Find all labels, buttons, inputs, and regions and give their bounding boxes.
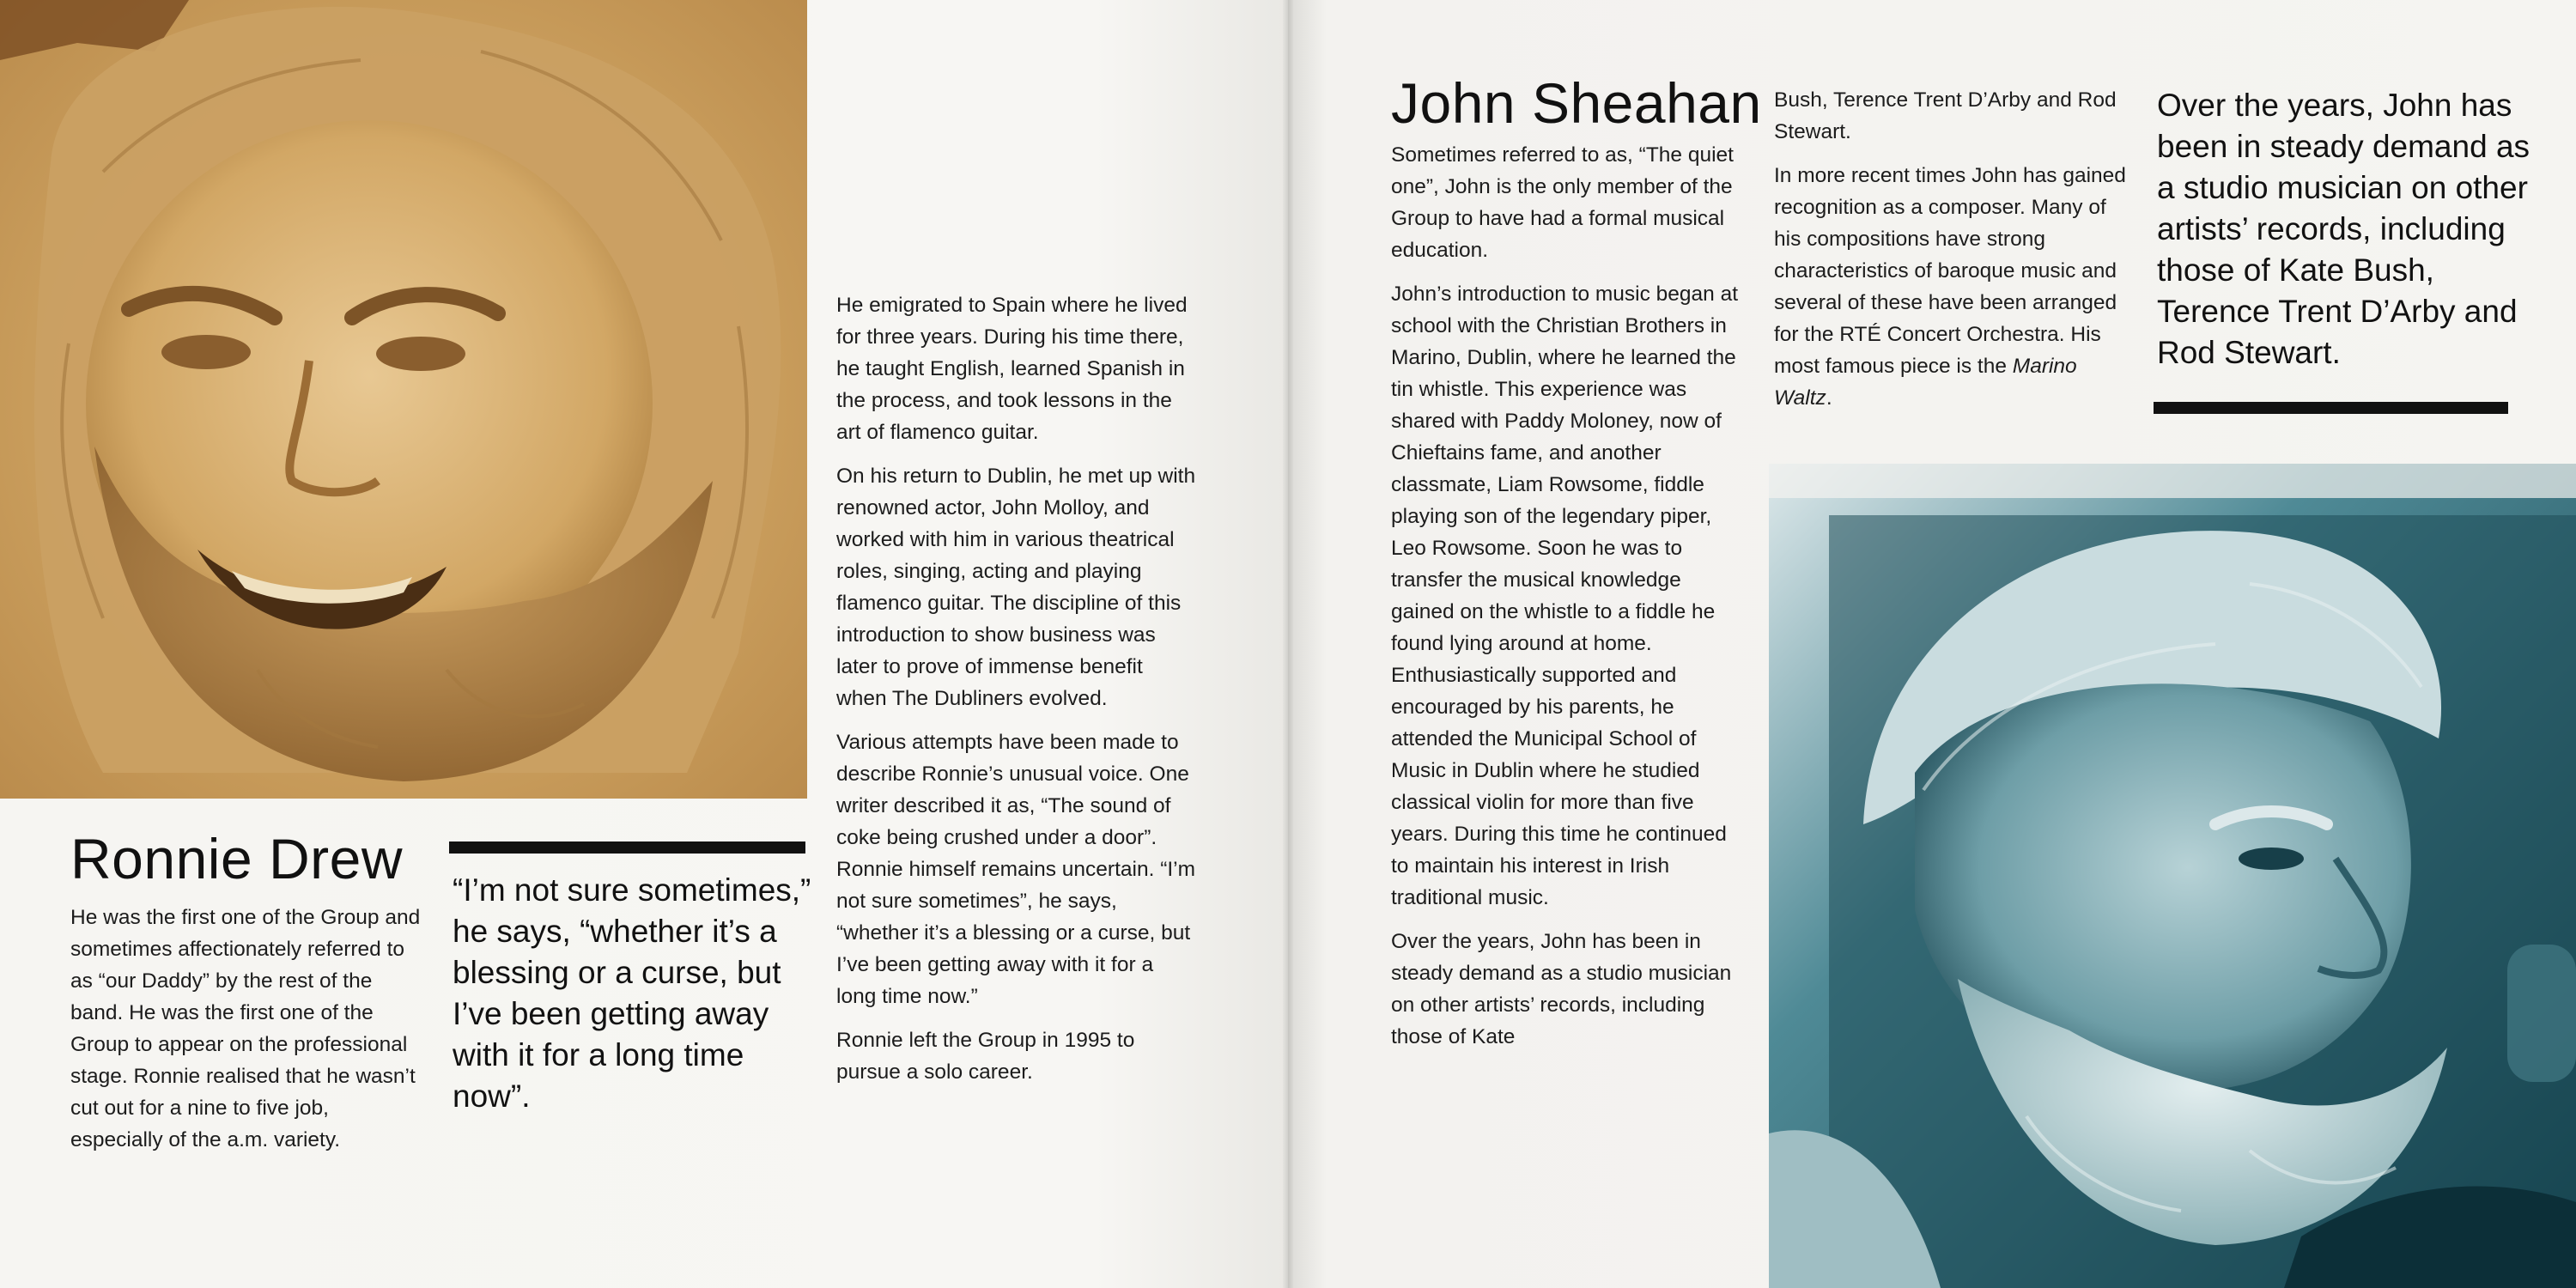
ronnie-drew-photo	[0, 0, 807, 799]
ronnie-intro-column	[70, 902, 422, 1168]
john-quote-rule	[2154, 402, 2508, 414]
john-bio-column-2	[1774, 84, 2135, 426]
booklet-spine	[1283, 0, 1293, 1288]
ronnie-pull-quote: “I’m not sure sometimes,” he says, “whether it’s a blessing or a curse, but I’ve been getting away with it for a long time now”.	[453, 872, 811, 1114]
ronnie-bio-paragraph: He emigrated to Spain where he lived for three years. During his time there, he taught English, learned Spanish in the process, and took lessons in the art of flamenco guitar.	[836, 294, 1188, 444]
john-bio-paragraph: Bush, Terence Trent D’Arby and Rod Stewart.	[1774, 88, 2117, 143]
john-composer-end: .	[1826, 386, 1832, 410]
ronnie-bio-paragraph: On his return to Dublin, he met up with renowned actor, John Molloy, and worked with him in various theatrical roles, singing, acting and playing flamenco guitar. The discipline of this introduction to show business was later to prove of immense benefit when The Dubliners evolved.	[836, 465, 1196, 710]
ronnie-bio-paragraph: Ronnie left the Group in 1995 to pursue a solo career.	[836, 1029, 1135, 1084]
john-sheahan-heading: John Sheahan	[1391, 71, 1762, 135]
marino-waltz-title: Marino Waltz	[1774, 355, 2077, 410]
john-composer-paragraph	[1774, 160, 2135, 414]
john-bio-column-1	[1391, 139, 1743, 1065]
ronnie-bio-column	[836, 289, 1197, 1100]
ronnie-drew-heading: Ronnie Drew	[70, 827, 403, 890]
ronnie-intro-paragraph: He was the first one of the Group and sometimes affectionately referred to as “our Daddy” by the rest of the band. He was the first one of the Group to appear on the professional stage. Ronnie realised that he wasn’t cut out for a nine to five job, especially of the a.m. variety.	[70, 906, 421, 1151]
ronnie-quote-rule	[449, 841, 805, 854]
john-sheahan-photo	[1769, 464, 2576, 1288]
ronnie-bio-paragraph: Various attempts have been made to describe Ronnie’s unusual voice. One writer described it as, “The sound of coke being crushed under a door”. Ronnie himself remains uncertain. “I’m not sure sometimes”, he says, “whether it’s a blessing or a curse, but I’ve been getting away with it for a long time now.”	[836, 731, 1196, 1008]
john-composer-text: In more recent times John has gained recognition as a composer. Many of his compositions have strong characteristics of baroque music and several of these have been arranged for the RTÉ Concert Orchestra. His most famous piece is the	[1774, 164, 2126, 378]
john-pull-quote: Over the years, John has been in steady demand as a studio musician on other artists’ records, including those of Kate Bush, Terence Trent D’Arby and Rod Stewart.	[2157, 88, 2530, 370]
john-bio-paragraph: Sometimes referred to as, “The quiet one”, John is the only member of the Group to have had a formal musical education.	[1391, 143, 1734, 262]
john-bio-paragraph: John’s introduction to music began at school with the Christian Brothers in Marino, Dublin, where he learned the tin whistle. This experience was shared with Paddy Moloney, now of Chieftains fame, and another classmate, Liam Rowsome, fiddle playing son of the legendary piper, Leo Rowsome. Soon he was to transfer the musical knowledge gained on the whistle to a fiddle he found lying around at home. Enthusiastically supported and encouraged by his parents, he attended the Municipal School of Music in Dublin where he studied classical violin for more than five years. During this time he continued to maintain his interest in Irish traditional music.	[1391, 283, 1739, 909]
john-bio-paragraph: Over the years, John has been in steady demand as a studio musician on other artists’ records, including those of Kate	[1391, 930, 1732, 1048]
